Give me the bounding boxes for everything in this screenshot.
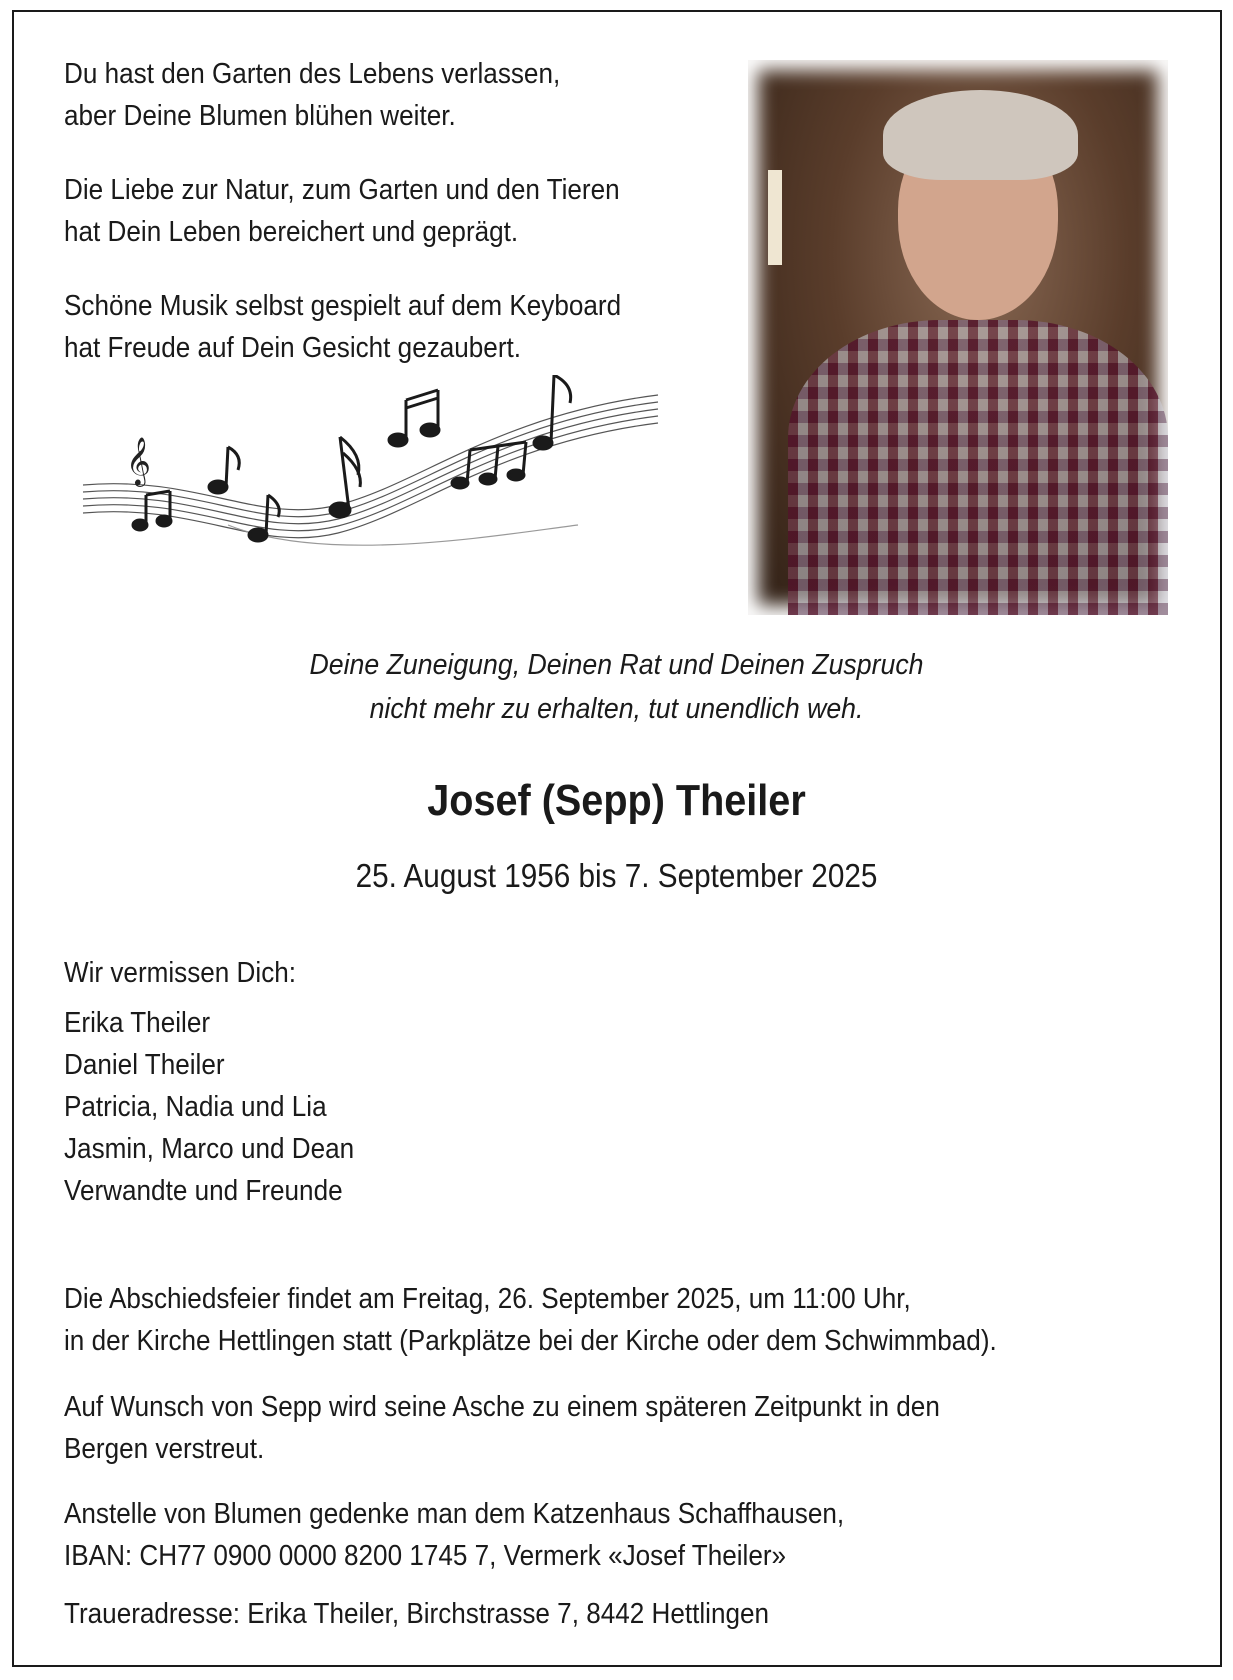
intro-stanza-1 <box>64 53 560 137</box>
notice-line: IBAN: CH77 0900 0000 8200 1745 7, Vermerk «Josef Theiler» <box>64 1540 787 1572</box>
life-dates: 25. August 1956 bis 7. September 2025 <box>355 857 878 894</box>
mourner-name: Erika Theiler <box>64 1007 211 1039</box>
quote <box>49 643 1183 731</box>
mourner-name: Jasmin, Marco und Dean <box>64 1133 355 1165</box>
plaid-shirt <box>788 320 1168 615</box>
mourner-name: Verwandte und Freunde <box>64 1175 343 1207</box>
notice-line: Auf Wunsch von Sepp wird seine Asche zu einem späteren Zeitpunkt in den <box>64 1391 940 1423</box>
notice-line: in der Kirche Hettlingen statt (Parkplätze bei der Kirche oder dem Schwimmbad). <box>64 1325 997 1357</box>
intro-line: hat Dein Leben bereichert und geprägt. <box>64 216 519 248</box>
mourners-heading: Wir vermissen Dich: <box>64 957 297 989</box>
hair <box>883 90 1078 180</box>
intro-stanza-2 <box>64 169 620 253</box>
mourning-address: Traueradresse: Erika Theiler, Birchstrasse 7, 8442 Hettlingen <box>64 1598 770 1630</box>
intro-line: hat Freude auf Dein Gesicht gezaubert. <box>64 332 522 364</box>
intro-line: Du hast den Garten des Lebens verlassen, <box>64 58 561 90</box>
ceremony-notice <box>64 1278 997 1362</box>
svg-text:𝄞: 𝄞 <box>126 436 151 485</box>
music-notes-icon <box>78 375 678 575</box>
mourners-list <box>64 1002 354 1212</box>
ashes-notice <box>64 1386 940 1470</box>
notice-line: Anstelle von Blumen gedenke man dem Katzenhaus Schaffhausen, <box>64 1498 845 1530</box>
intro-line: Schöne Musik selbst gespielt auf dem Keyboard <box>64 290 622 322</box>
intro-line: aber Deine Blumen blühen weiter. <box>64 100 456 132</box>
mourner-name: Patricia, Nadia und Lia <box>64 1091 327 1123</box>
notice-line: Die Abschiedsfeier findet am Freitag, 26. September 2025, um 11:00 Uhr, <box>64 1283 911 1315</box>
quote-line: Deine Zuneigung, Deinen Rat und Deinen Zuspruch <box>309 649 924 681</box>
intro-line: Die Liebe zur Natur, zum Garten und den Tieren <box>64 174 620 206</box>
portrait-photo <box>748 60 1168 615</box>
intro-stanza-3 <box>64 285 621 369</box>
quote-line: nicht mehr zu erhalten, tut unendlich weh. <box>369 693 864 725</box>
mourner-name: Daniel Theiler <box>64 1049 225 1081</box>
donation-notice <box>64 1493 844 1577</box>
candle <box>768 170 782 265</box>
deceased-name: Josef (Sepp) Theiler <box>427 776 806 825</box>
notice-line: Bergen verstreut. <box>64 1433 265 1465</box>
